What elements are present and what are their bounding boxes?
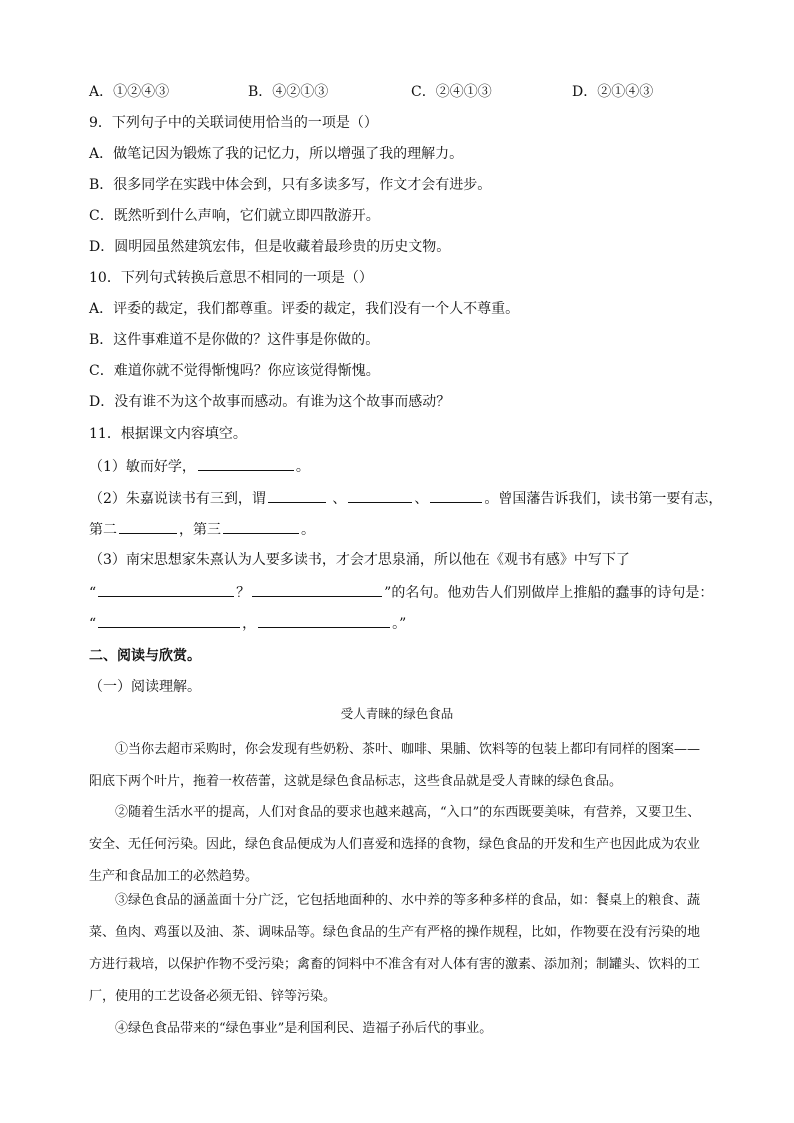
answer-blank[interactable] [98, 582, 234, 597]
q10-option-a: A．评委的裁定，我们都尊重。评委的裁定，我们没有一个人不尊重。 [89, 301, 520, 317]
q9-option-d: D．圆明园虽然建筑宏伟，但是收藏着最珍贵的历史文物。 [89, 239, 451, 255]
q10-option-b: B．这件事难道不是你做的？这件事是你做的。 [89, 332, 380, 348]
answer-blank[interactable] [268, 488, 326, 503]
q9-stem: 9．下列句子中的关联词使用恰当的一项是（） [89, 115, 378, 131]
q8-option-c: C．②④①③ [411, 84, 492, 100]
q8-option-d: D．②①④③ [572, 84, 654, 100]
article-paragraph-1: ①当你去超市采购时，你会发现有些奶粉、茶叶、咖啡、果脯、饮料等的包装上都印有同样的图案——阳底下两个叶片，拖着一枚蓓蕾，这就是绿色食品标志，这些食品就是受人青睐的绿色食品。 [89, 742, 701, 789]
answer-blank[interactable] [98, 613, 240, 628]
q11-part3-line2 [89, 582, 713, 603]
q11-part3-quote-open: “ [89, 585, 97, 601]
q8-option-b: B．④②①③ [248, 84, 329, 100]
q11-part1-text: （1）敏而好学， [89, 459, 196, 475]
q9-option-b: B．很多同学在实践中体会到，只有多读多写，作文才会有进步。 [89, 177, 492, 193]
q11-part3-quote-open2: “ [89, 616, 97, 632]
answer-blank[interactable] [223, 519, 299, 534]
q11-part2-cont: 。曾国藩告诉我们，读书第一要有志， [484, 491, 723, 507]
q11-part2-end: 。 [301, 522, 315, 538]
q10-stem: 10．下列句式转换后意思不相同的一项是（） [89, 270, 373, 286]
q11-part2-sep1: 、 [327, 491, 347, 507]
answer-blank[interactable] [198, 456, 294, 471]
q11-stem: 11．根据课文内容填空。 [89, 426, 247, 442]
article-paragraph-4: ④绿色食品带来的“绿色事业”是利国利民、造福子孙后代的事业。 [115, 1021, 493, 1036]
answer-blank[interactable] [430, 488, 482, 503]
section-heading: 二、阅读与欣赏。 [89, 648, 201, 664]
subsection-heading: （一）阅读理解。 [89, 679, 201, 695]
q11-part3-cont: ”的名句。他劝告人们别做岸上推船的蠢事的诗句是： [384, 585, 714, 601]
q11-part3-line3 [89, 613, 406, 634]
q10-option-c: C．难道你就不觉得惭愧吗？你应该觉得惭愧。 [89, 363, 380, 379]
q11-part3-line1: （3）南宋思想家朱熹认为人要多读书，才会才思泉涌，所以他在《观书有感》中写下了 [89, 552, 630, 568]
article-paragraph-3: ③绿色食品的涵盖面十分广泛，它包括地面种的、水中养的等多种多样的食品，如：餐桌上的粮食、蔬菜、鱼肉、鸡蛋以及油、茶、调味品等。绿色食品的生产有严格的操作规程，比如，作物要在没有污染的地方进行栽培，以保护作物不受污染；禽畜的饲料中不准含有对人体有害的激素、添加剂；制罐头、饮料的工厂，使用的工艺设备必须无铅、锌等污染。 [89, 893, 701, 1004]
q9-option-a: A．做笔记因为锻炼了我的记忆力，所以增强了我的理解力。 [89, 146, 464, 162]
answer-blank[interactable] [258, 613, 390, 628]
q10-option-d: D．没有谁不为这个故事而感动。有谁为这个故事而感动？ [89, 394, 451, 410]
q11-part2-second: 第二 [89, 522, 117, 538]
q11-part2-line1 [89, 488, 722, 509]
q11-part3-question: ？ [236, 585, 251, 601]
q11-part2-sep2: 、 [414, 491, 429, 507]
q11-part3-end: 。” [392, 616, 407, 632]
q11-part2-third: ，第三 [179, 522, 221, 538]
q11-part1-end: 。 [295, 459, 310, 475]
answer-blank[interactable] [252, 582, 382, 597]
q11-part1 [89, 456, 310, 477]
q11-part2-line2 [89, 519, 315, 540]
q9-option-c: C．既然听到什么声响，它们就立即四散游开。 [89, 208, 380, 224]
answer-blank[interactable] [348, 488, 412, 503]
answer-blank[interactable] [119, 519, 177, 534]
q8-option-a: A．①②④③ [89, 84, 170, 100]
article-paragraph-2: ②随着生活水平的提高，人们对食品的要求也越来越高，“入口”的东西既要美味，有营养，又要卫生、安全、无任何污染。因此，绿色食品便成为人们喜爱和选择的食物，绿色食品的开发和生产也因此成为农业生产和食品加工的必然趋势。 [89, 805, 701, 884]
q11-part3-comma: ， [242, 616, 257, 632]
q11-part2-text: （2）朱嘉说读书有三到，谓 [89, 491, 266, 507]
article-title: 受人青睐的绿色食品 [340, 706, 454, 721]
